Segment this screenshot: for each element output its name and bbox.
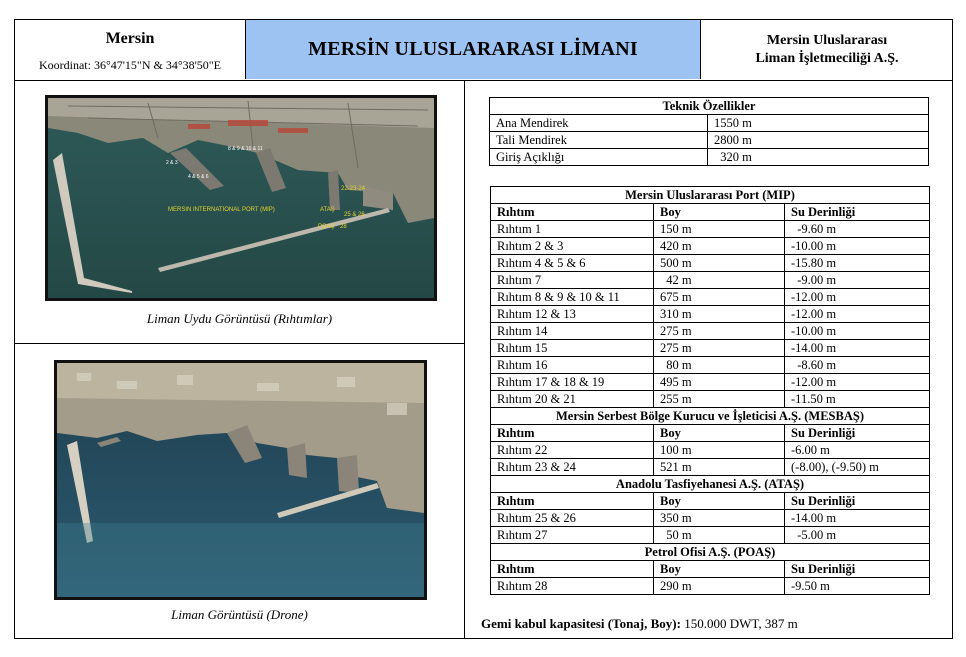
berth-length: 150 m <box>654 221 785 238</box>
table-row <box>491 340 930 357</box>
column-header-row <box>491 493 930 510</box>
column-header-row <box>491 561 930 578</box>
berth-length: 500 m <box>654 255 785 272</box>
poas-berth-label: 28 <box>340 224 347 230</box>
header-row <box>15 20 952 81</box>
table-row <box>491 238 930 255</box>
section-title-row <box>491 476 930 493</box>
page-title: MERSİN ULUSLARARASI LİMANI <box>308 38 638 60</box>
satellite-caption: Liman Uydu Görüntüsü (Rıhtımlar) <box>146 311 333 326</box>
col-header-berth: Rıhtım <box>491 493 654 510</box>
section-title: Petrol Ofisi A.Ş. (POAŞ) <box>491 544 930 561</box>
drone-image <box>54 360 427 600</box>
berth-depth: -12.00 m <box>785 374 930 391</box>
capacity-value: 150.000 DWT, 387 m <box>680 616 798 631</box>
berth-length: 310 m <box>654 306 785 323</box>
drone-caption: Liman Görüntüsü (Drone) <box>171 607 308 622</box>
section-title-row <box>491 187 930 204</box>
operator-line-1: Mersin Uluslararası <box>766 32 888 48</box>
berth-name: Rıhtım 25 & 26 <box>491 510 654 527</box>
berth-depth: -12.00 m <box>785 306 930 323</box>
berth-depth: -6.00 m <box>785 442 930 459</box>
section-title-row <box>491 544 930 561</box>
col-header-depth: Su Derinliği <box>785 493 930 510</box>
spec-value: 1550 m <box>708 115 929 132</box>
berth-depth: -10.00 m <box>785 323 930 340</box>
image-column <box>15 80 465 639</box>
section-title-row <box>491 408 930 425</box>
berths-table <box>490 186 930 595</box>
spec-label: Giriş Açıklığı <box>490 149 708 166</box>
berth-length: 100 m <box>654 442 785 459</box>
berth-name: Rıhtım 17 & 18 & 19 <box>491 374 654 391</box>
capacity-label: Gemi kabul kapasitesi (Tonaj, Boy): <box>481 616 681 631</box>
berth-name: Rıhtım 28 <box>491 578 654 595</box>
berth-length: 42 m <box>654 272 785 289</box>
berth-depth: -10.00 m <box>785 238 930 255</box>
port-info-sheet <box>14 19 953 639</box>
table-row <box>491 289 930 306</box>
spec-value: 320 m <box>708 149 929 166</box>
table-row <box>491 578 930 595</box>
table-row <box>491 391 930 408</box>
col-header-length: Boy <box>654 425 785 442</box>
satellite-panel <box>15 80 464 344</box>
table-row <box>491 357 930 374</box>
column-header-row <box>491 204 930 221</box>
berth-depth: -11.50 m <box>785 391 930 408</box>
berth-name: Rıhtım 4 & 5 & 6 <box>491 255 654 272</box>
section-title: Anadolu Tasfiyehanesi A.Ş. (ATAŞ) <box>491 476 930 493</box>
berth-name: Rıhtım 14 <box>491 323 654 340</box>
drone-panel <box>15 344 464 639</box>
section-title: Mersin Uluslararası Port (MIP) <box>491 187 930 204</box>
berth-length: 350 m <box>654 510 785 527</box>
city-name: Mersin <box>105 30 155 47</box>
atas-berths-label: 25 & 26 <box>344 212 365 218</box>
berth-name: Rıhtım 23 & 24 <box>491 459 654 476</box>
berth-length: 255 m <box>654 391 785 408</box>
mip-label: MERSIN INTERNATIONAL PORT (MIP) <box>168 207 275 213</box>
spec-value: 2800 m <box>708 132 929 149</box>
column-header-row <box>491 425 930 442</box>
poas-label: POAŞ <box>318 224 335 230</box>
berth-name: Rıhtım 7 <box>491 272 654 289</box>
table-row <box>491 374 930 391</box>
berth-8-11-label: 8 & 9 & 10 & 11 <box>228 146 263 152</box>
col-header-depth: Su Derinliği <box>785 204 930 221</box>
col-header-length: Boy <box>654 561 785 578</box>
berth-name: Rıhtım 20 & 21 <box>491 391 654 408</box>
berth-length: 420 m <box>654 238 785 255</box>
title-cell <box>246 20 701 79</box>
technical-specs-table <box>489 97 929 166</box>
berth-depth: -14.00 m <box>785 510 930 527</box>
berth-depth: (-8.00), (-9.50) m <box>785 459 930 476</box>
table-row <box>491 323 930 340</box>
berth-depth: -5.00 m <box>785 527 930 544</box>
berth-depth: -9.00 m <box>785 272 930 289</box>
col-header-depth: Su Derinliği <box>785 425 930 442</box>
berth-depth: -15.80 m <box>785 255 930 272</box>
col-header-length: Boy <box>654 204 785 221</box>
spec-label: Tali Mendirek <box>490 132 708 149</box>
table-row <box>491 255 930 272</box>
berth-length: 275 m <box>654 340 785 357</box>
berth-length: 675 m <box>654 289 785 306</box>
berth-name: Rıhtım 1 <box>491 221 654 238</box>
table-row <box>491 306 930 323</box>
berth-depth: -12.00 m <box>785 289 930 306</box>
table-row <box>491 527 930 544</box>
berth-2-3-label: 2 & 3 <box>166 160 178 166</box>
coordinates: Koordinat: 36°47'15"N & 34°38'50"E <box>38 58 222 72</box>
table-row <box>491 272 930 289</box>
berth-name: Rıhtım 12 & 13 <box>491 306 654 323</box>
col-header-length: Boy <box>654 493 785 510</box>
berth-depth: -9.50 m <box>785 578 930 595</box>
operator-cell <box>701 20 953 79</box>
berth-length: 50 m <box>654 527 785 544</box>
berth-depth: -9.60 m <box>785 221 930 238</box>
col-header-depth: Su Derinliği <box>785 561 930 578</box>
col-header-berth: Rıhtım <box>491 561 654 578</box>
table-row <box>491 442 930 459</box>
berth-depth: -14.00 m <box>785 340 930 357</box>
operator-line-2: Liman İşletmeciliği A.Ş. <box>755 50 899 66</box>
table-row <box>491 221 930 238</box>
berth-name: Rıhtım 15 <box>491 340 654 357</box>
berth-length: 521 m <box>654 459 785 476</box>
table-row <box>491 459 930 476</box>
berth-length: 290 m <box>654 578 785 595</box>
berth-name: Rıhtım 16 <box>491 357 654 374</box>
location-cell <box>15 20 246 79</box>
col-header-berth: Rıhtım <box>491 425 654 442</box>
table-row <box>491 510 930 527</box>
mesbas-berths-label: 22-23-24 <box>341 186 366 192</box>
berth-name: Rıhtım 8 & 9 & 10 & 11 <box>491 289 654 306</box>
berth-length: 495 m <box>654 374 785 391</box>
satellite-image <box>45 95 437 301</box>
technical-title: Teknik Özellikler <box>490 98 929 115</box>
berth-length: 275 m <box>654 323 785 340</box>
col-header-berth: Rıhtım <box>491 204 654 221</box>
atas-label: ATAŞ <box>320 207 335 213</box>
berth-name: Rıhtım 2 & 3 <box>491 238 654 255</box>
berth-depth: -8.60 m <box>785 357 930 374</box>
berth-length: 80 m <box>654 357 785 374</box>
berth-4-6-label: 4 & 5 & 6 <box>188 174 209 180</box>
spec-label: Ana Mendirek <box>490 115 708 132</box>
berth-name: Rıhtım 22 <box>491 442 654 459</box>
berth-name: Rıhtım 27 <box>491 527 654 544</box>
capacity-line <box>481 616 798 632</box>
section-title: Mersin Serbest Bölge Kurucu ve İşleticisi A.Ş. (MESBAŞ) <box>491 408 930 425</box>
